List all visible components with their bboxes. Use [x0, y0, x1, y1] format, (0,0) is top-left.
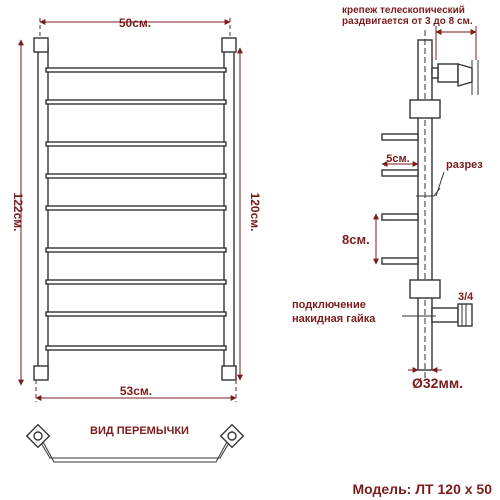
- bar-gap-label: 5см.: [386, 153, 410, 165]
- thread-label: 3/4: [458, 291, 474, 303]
- connection-label-line1: подключение: [292, 299, 366, 311]
- wall-mount-flange: [458, 64, 472, 86]
- jumper-bar: [38, 438, 232, 458]
- left-rail: [38, 46, 48, 376]
- bottom-width-label: 53см.: [119, 384, 153, 398]
- jumper-fitting-right-core: [228, 432, 236, 440]
- left-height-label: 122см.: [11, 192, 25, 232]
- bar: [46, 100, 226, 104]
- side-upper-bar-1: [382, 134, 418, 140]
- right-rail: [224, 46, 234, 376]
- bar: [46, 68, 226, 72]
- diameter-label: Ø32мм.: [412, 375, 464, 391]
- jumper-view: [27, 425, 244, 462]
- model-label: Модель: ЛТ 120 х 50: [352, 481, 492, 497]
- side-view: [292, 5, 483, 391]
- bar: [46, 346, 226, 350]
- connection-pipe: [432, 308, 458, 322]
- mount-note-line1: крепеж телескопический: [342, 5, 465, 16]
- cut-label: разрез: [446, 159, 483, 171]
- bar: [46, 174, 226, 178]
- side-mid-bar-2: [382, 258, 418, 264]
- jumper-fitting-left-core: [34, 432, 42, 440]
- bar-group-3: [46, 248, 226, 350]
- mount-arm: [432, 68, 438, 78]
- wall-mount-body: [438, 64, 458, 82]
- mount-note-line2: раздвигается от 3 до 8 см.: [342, 16, 473, 27]
- jumper-bar-inner: [42, 440, 228, 462]
- right-height-label: 120см.: [248, 192, 262, 232]
- front-view: [11, 16, 262, 402]
- bar: [46, 248, 226, 252]
- fitting-top-right: [222, 38, 236, 52]
- bar-group-1: [46, 68, 226, 104]
- fitting-bottom-right: [222, 366, 236, 380]
- jumper-view-label: ВИД ПЕРЕМЫЧКИ: [90, 425, 189, 437]
- bar: [46, 142, 226, 146]
- bar-group-2: [46, 142, 226, 210]
- side-top-fitting: [410, 100, 440, 118]
- side-bottom-fitting: [410, 280, 440, 298]
- bar: [46, 312, 226, 316]
- top-width-label: 50см.: [118, 16, 152, 30]
- bar: [46, 206, 226, 210]
- side-upper-bar-2: [382, 170, 418, 176]
- fitting-bottom-left: [34, 366, 48, 380]
- bar: [46, 280, 226, 284]
- fitting-top-left: [34, 38, 48, 52]
- side-mid-bar-1: [382, 214, 418, 220]
- side-height-label: 8см.: [342, 232, 370, 247]
- connection-nut: [458, 304, 472, 326]
- connection-label-line2: накидная гайка: [292, 313, 376, 325]
